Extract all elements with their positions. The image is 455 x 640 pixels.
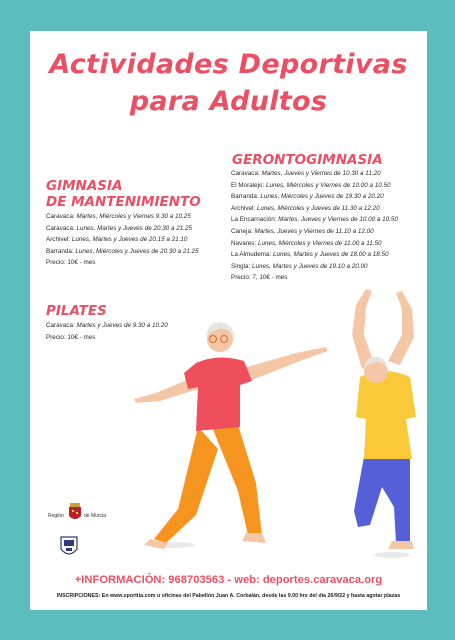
schedule-row (231, 191, 398, 203)
schedule-place: Caravaca: (46, 213, 75, 220)
poster (30, 31, 427, 610)
council-shield-icon (58, 534, 80, 560)
schedule-row (46, 211, 199, 223)
schedule-row (231, 203, 398, 215)
schedule-place: Barranda: (46, 247, 74, 255)
schedule-time: Lunes, Martes y Jueves de 20.15 a 21.10 (71, 236, 188, 244)
gerontogimnasia-heading: GERONTOGIMNASIA (232, 152, 383, 168)
title-line-2: para Adultos (129, 86, 328, 117)
schedule-time: Martes, Jueves y Viernes de 10.30 a 11.20 (261, 170, 381, 177)
schedule-row (231, 238, 398, 250)
gimnasia-heading-line-2: DE MANTENIMIENTO (46, 194, 201, 210)
schedule-time: Martes y Jueves de 9.30 a 10.20 (76, 322, 168, 329)
schedule-time: Lunes, Miércoles y Viernes de 10.00 a 10.50 (266, 181, 391, 189)
schedule-row (46, 246, 199, 258)
schedule-time: Lunes, Miércoles y Viernes de 11.00 a 11.50 (257, 239, 382, 247)
schedule-place: Caravaca: (231, 170, 260, 177)
schedule-row (46, 223, 199, 235)
gerontogimnasia-schedule (231, 168, 398, 284)
schedule-row (46, 234, 199, 246)
woman-figure (134, 322, 328, 549)
schedule-time: Lunes, Miércoles y Jueves de 19.30 a 20.20 (260, 193, 384, 201)
schedule-place: Navares: (231, 239, 257, 247)
schedule-place: La Encarnación: (231, 216, 277, 224)
gimnasia-heading-line-1: GIMNASIA (46, 178, 123, 194)
exercising-seniors-illustration (120, 277, 420, 572)
schedule-row (231, 168, 398, 180)
schedule-time: Lunes, Martes y Jueves de 19.10 a 20.00 (252, 262, 368, 270)
schedule-place: Caravaca: (46, 322, 75, 329)
region-label: Región (48, 513, 64, 519)
gimnasia-price: Precio: 10€ - mes (46, 259, 96, 267)
schedule-time: Martes, Jueves y Viernes de 10.00 a 10.50 (278, 216, 398, 224)
region-crest-icon (67, 501, 83, 523)
inscripciones-line: INSCRIPCIONES: En www.sporttia.com u oficinas del Pabellón Juan A. Corbalán, desde las 9.00 hrs del día 26/9/22 y hasta agotar plazas (56, 593, 401, 599)
schedule-place: El Moralejo: (231, 181, 265, 189)
schedule-place: Caneja: (231, 227, 253, 235)
murcia-label: de Murcia (84, 513, 106, 519)
pilates-price: Precio: 10€ - mes (46, 333, 96, 341)
schedule-place: Caravaca: (46, 224, 75, 232)
schedule-time: Lunes, Miércoles y Jueves de 11.30 a 12.20 (256, 204, 380, 212)
schedule-row (231, 226, 398, 238)
schedule-place: Archivel: (46, 236, 71, 244)
schedule-place: La Almudema: (231, 251, 272, 259)
schedule-time: Lunes, Martes y Jueves de 18.00 a 18.50 (273, 251, 389, 259)
caravaca-council-logo (58, 534, 80, 565)
title-line-1: Actividades Deportivas (49, 49, 408, 80)
schedule-place: Archivel: (231, 204, 256, 212)
schedule-time: Martes, Jueves y Viernes de 11.10 a 12.00 (254, 227, 374, 235)
schedule-time: Martes, Miércoles y Viernes 9.30 a 10.25 (76, 213, 191, 220)
schedule-row (231, 214, 398, 226)
schedule-time: Lunes, Martes y Jueves de 20.30 a 21.25 (76, 224, 192, 232)
schedule-place: Singla: (231, 262, 251, 270)
gerontogimnasia-price: Precio: 7, 10€ - mes (231, 274, 288, 282)
info-line: +INFORMACIÓN: 968703563 - web: deportes.caravaca.org (74, 574, 383, 586)
pilates-heading: PILATES (46, 303, 107, 319)
schedule-row (231, 180, 398, 192)
man-figure (352, 289, 416, 558)
schedule-place: Barranda: (231, 193, 259, 201)
schedule-row (231, 261, 398, 273)
gimnasia-schedule (46, 211, 199, 269)
schedule-time: Lunes, Miércoles y Jueves de 20.30 a 21.25 (75, 247, 199, 255)
schedule-row (231, 249, 398, 261)
